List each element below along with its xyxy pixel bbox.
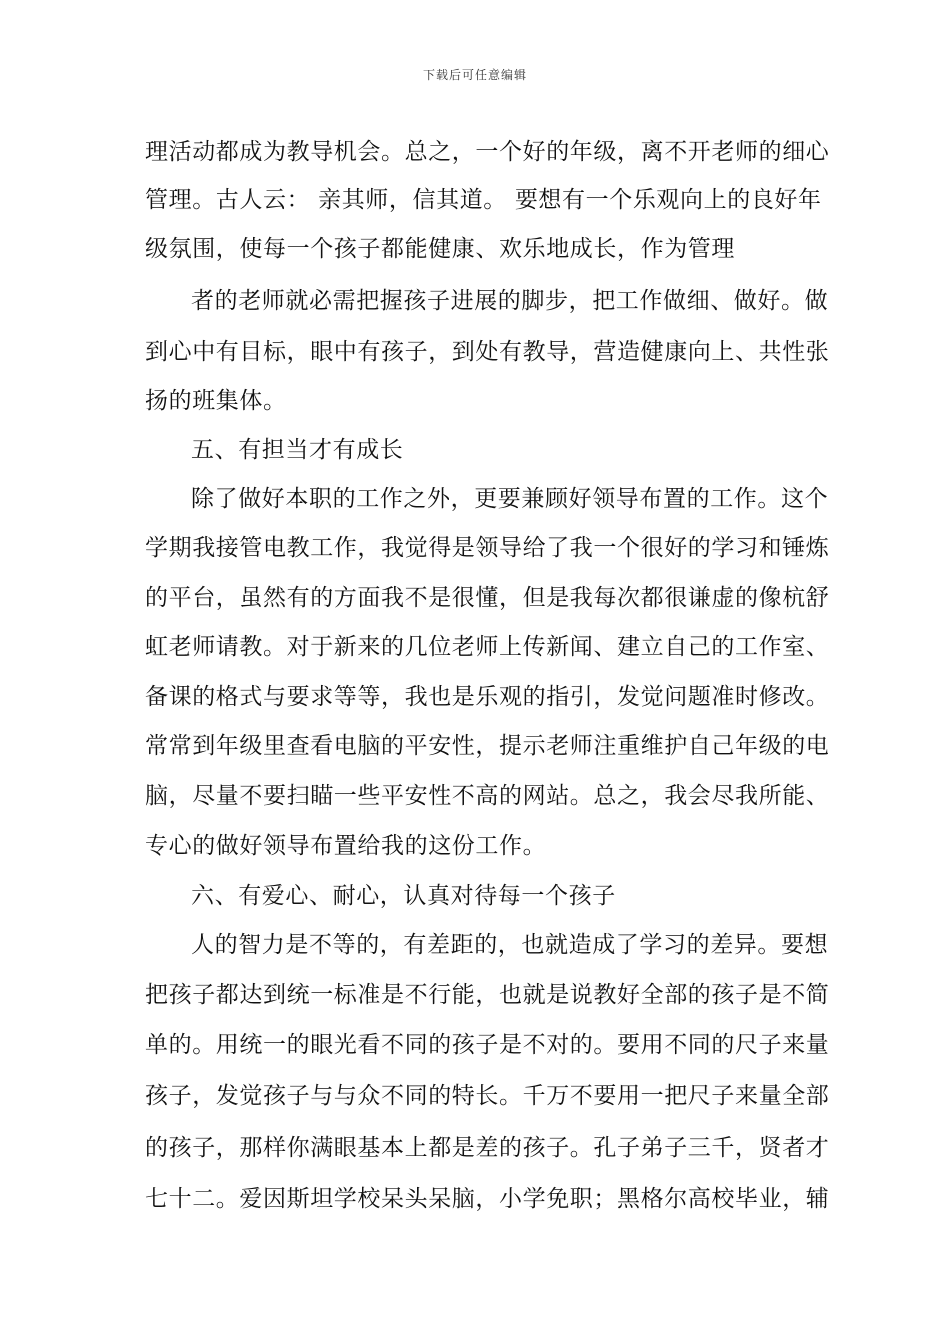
text-line: 的孩子，那样你满眼基本上都是差的孩子。孔子弟子三千，贤者才 [145,1135,830,1161]
text-line: 备课的格式与要求等等，我也是乐观的指引，发觉问题准时修改。 [145,684,830,710]
text-line: 的平台，虽然有的方面我不是很懂，但是我每次都很谦虚的像杭舒 [145,585,830,611]
text-line: 脑，尽量不要扫瞄一些平安性不高的网站。总之，我会尽我所能、 [145,783,830,809]
section-heading: 六、有爱心、耐心，认真对待每一个孩子 [191,883,616,909]
text-line: 常常到年级里查看电脑的平安性，提示老师注重维护自己年级的电 [145,733,830,759]
text-line: 学期我接管电教工作，我觉得是领导给了我一个很好的学习和锤炼 [145,535,830,561]
text-line: 孩子，发觉孩子与与众不同的特长。千万不要用一把尺子来量全部 [145,1083,830,1109]
text-line: 扬的班集体。 [145,388,287,414]
text-line: 人的智力是不等的，有差距的，也就造成了学习的差异。要想 [191,932,829,958]
text-line: 理活动都成为教导机会。总之，一个好的年级，离不开老师的细心 [145,139,830,165]
text-line: 级氛围，使每一个孩子都能健康、欢乐地成长，作为管理 [145,236,735,262]
text-line: 把孩子都达到统一标准是不行能，也就是说教好全部的孩子是不简 [145,982,830,1008]
text-line: 管理。古人云： 亲其师，信其道。 要想有一个乐观向上的良好年 [145,187,822,213]
text-line: 到心中有目标，眼中有孩子，到处有教导，营造健康向上、共性张 [145,339,830,365]
text-line: 者的老师就必需把握孩子进展的脚步，把工作做细、做好。做 [191,288,829,314]
text-line: 虹老师请教。对于新来的几位老师上传新闻、建立自己的工作室、 [145,634,830,660]
text-line: 专心的做好领导布置给我的这份工作。 [145,833,547,859]
page-header: 下载后可任意编辑 [422,68,527,82]
text-line: 除了做好本职的工作之外，更要兼顾好领导布置的工作。这个 [191,486,829,512]
section-heading: 五、有担当才有成长 [191,437,404,463]
text-line: 七十二。爱因斯坦学校呆头呆脑，小学免职；黑格尔高校毕业，辅 [145,1186,830,1212]
text-line: 单的。用统一的眼光看不同的孩子是不对的。要用不同的尺子来量 [145,1032,830,1058]
